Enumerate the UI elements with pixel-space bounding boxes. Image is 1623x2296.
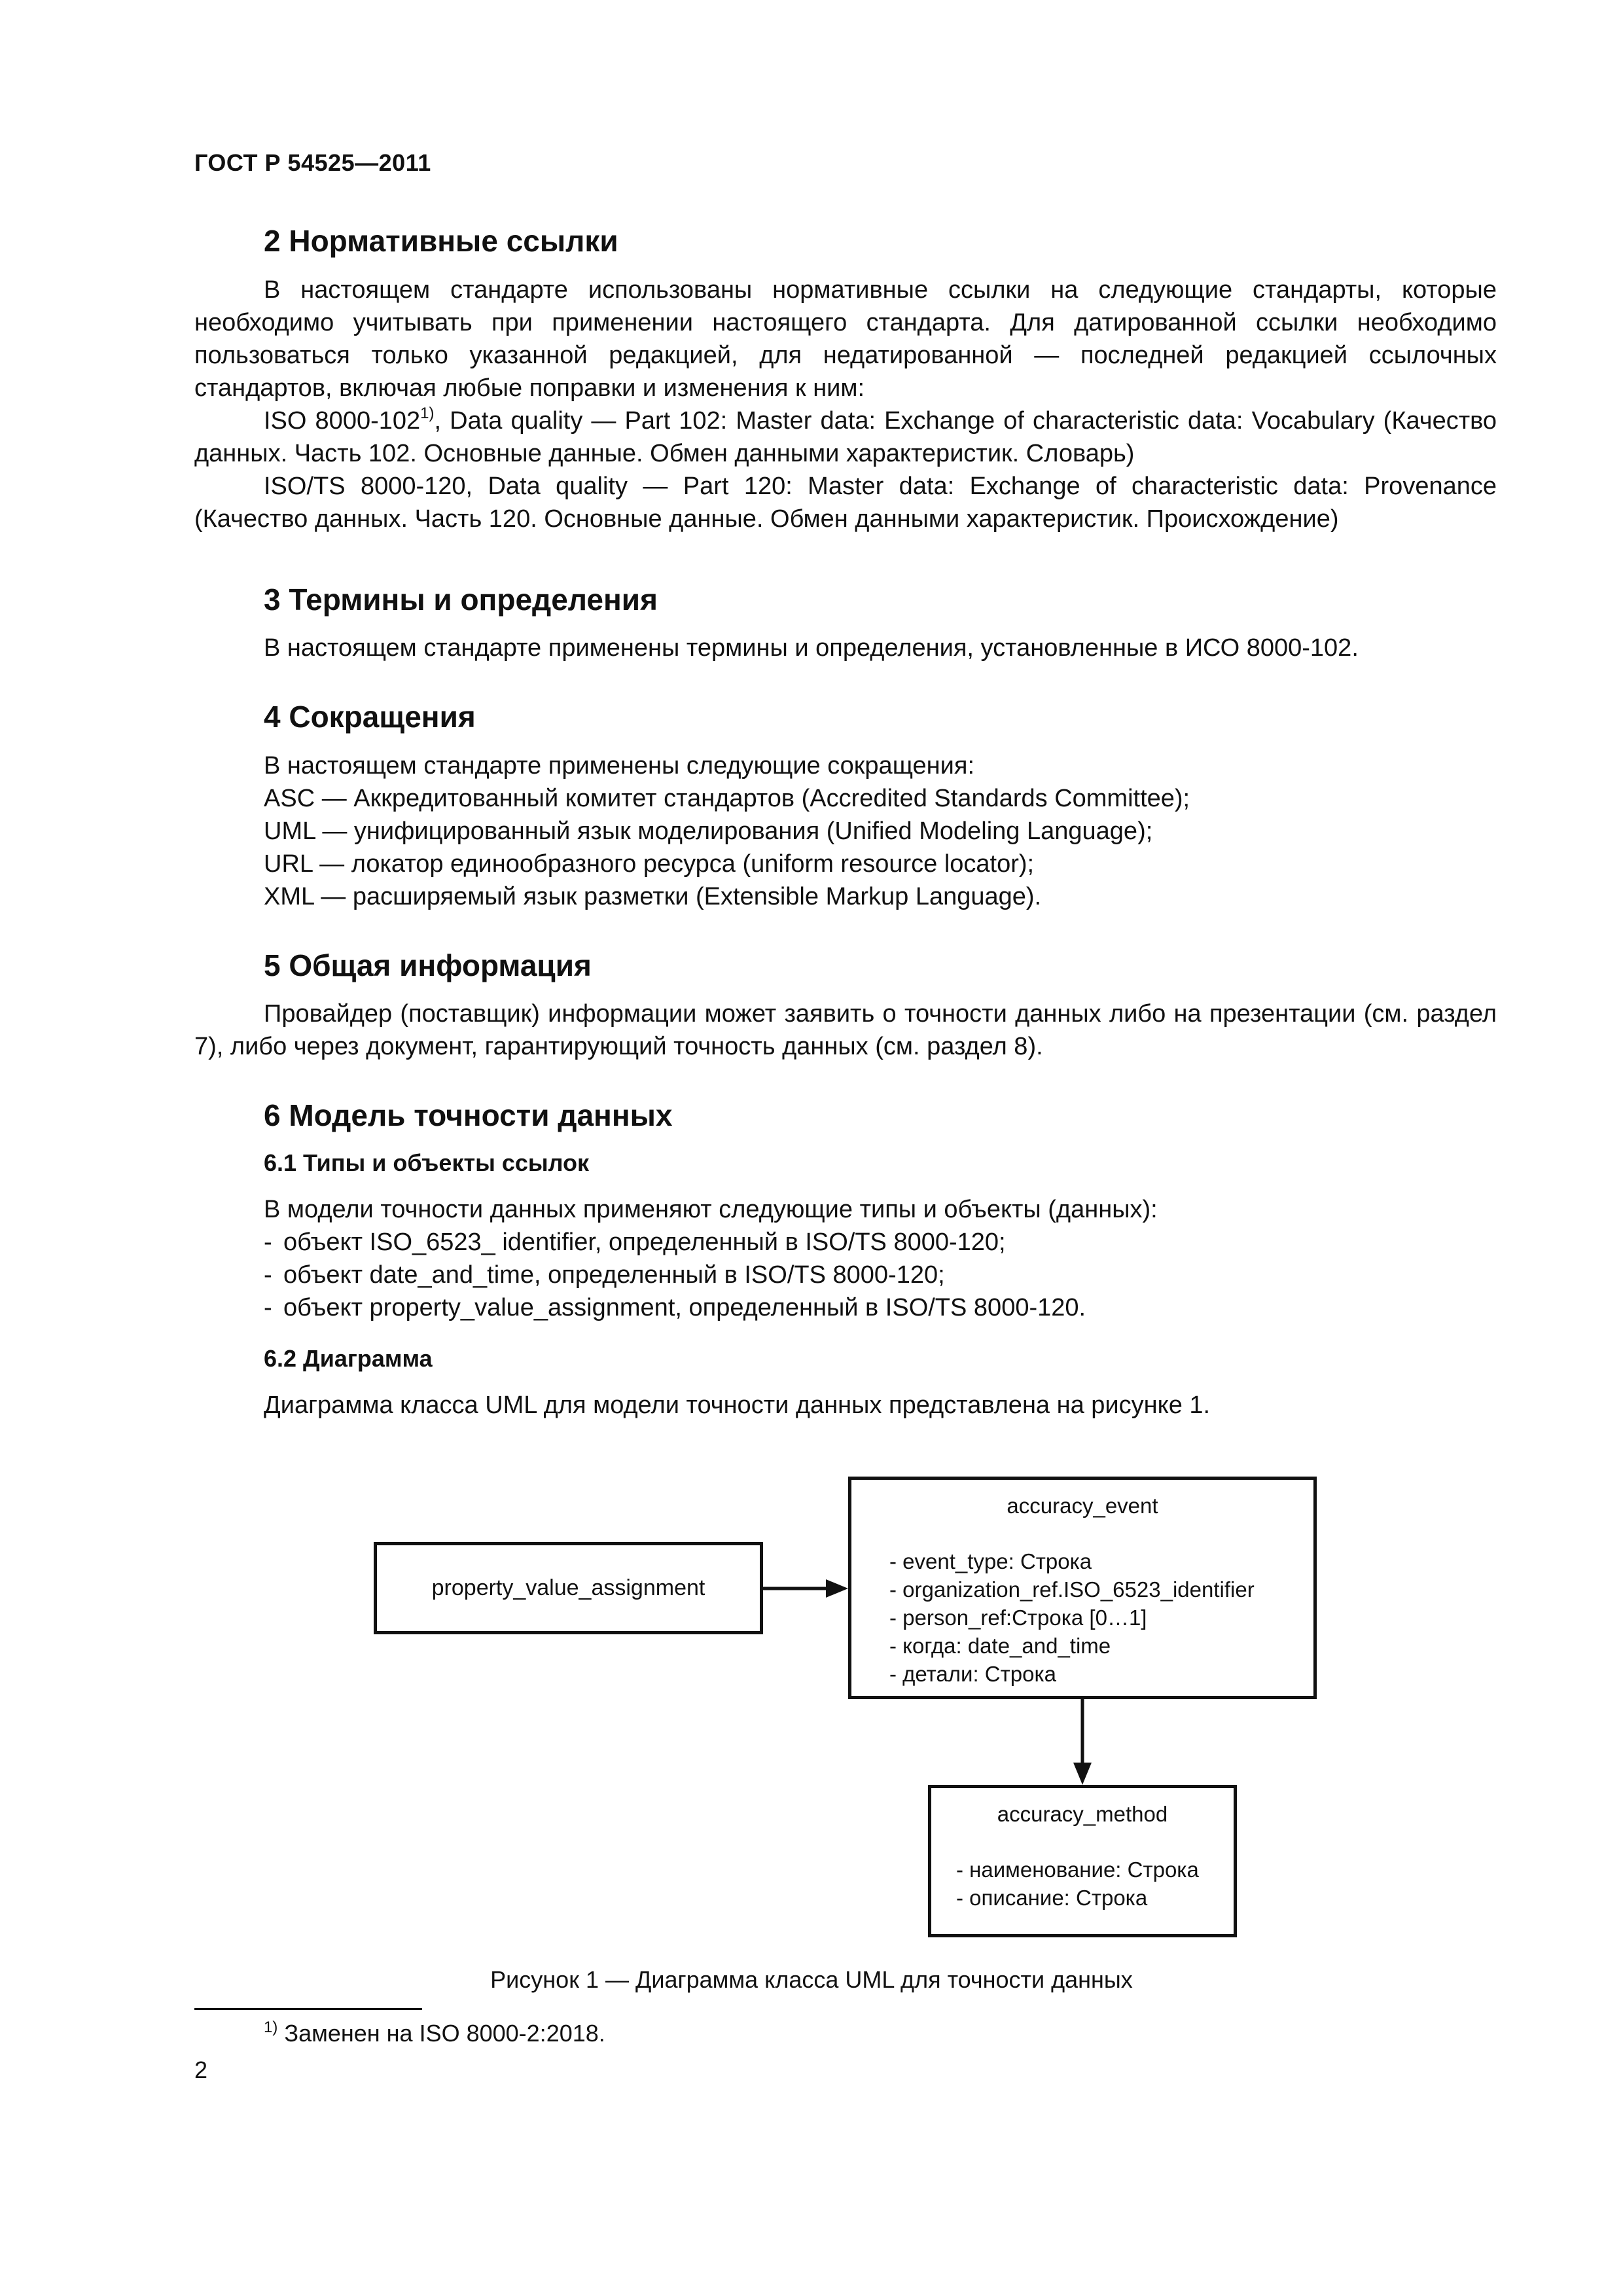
class-attribute: - описание: Строка: [956, 1886, 1148, 1910]
list-item: - объект date_and_time, определенный в ISO/TS 8000-120;: [264, 1261, 945, 1289]
class-name: accuracy_event: [1007, 1494, 1158, 1518]
section-3-text: В настоящем стандарте применены термины и определения, установленные в ИСО 8000-102.: [264, 634, 1359, 662]
ref-1-code: ISO 8000-102: [264, 406, 421, 435]
subsection-6-1-intro: В модели точности данных применяют следующие типы и объекты (данных):: [264, 1195, 1158, 1223]
association-arrow-pva-to-event: [763, 1579, 848, 1598]
section-2-ref-1: [194, 404, 1497, 470]
subsection-6-2-heading: 6.2 Диаграмма: [264, 1344, 433, 1372]
document-header: ГОСТ Р 54525—2011: [194, 149, 431, 176]
footnote-ref-mark: 1): [420, 404, 435, 422]
abbreviation-item: XML — расширяемый язык разметки (Extensible Markup Language).: [264, 882, 1042, 910]
class-attribute: - когда: date_and_time: [889, 1634, 1111, 1658]
association-arrow-event-to-method: [1073, 1699, 1092, 1785]
section-6-heading: 6 Модель точности данных: [264, 1098, 673, 1132]
class-attributes: [851, 1547, 1313, 1688]
list-item: - объект property_value_assignment, определенный в ISO/TS 8000-120.: [264, 1293, 1086, 1321]
class-attributes: [931, 1856, 1234, 1912]
section-2-intro: В настоящем стандарте использованы нормативные ссылки на следующие стандарты, которые необходимо учитывать при применении настоящего стандарта. Для датированной ссылки необходимо пользоваться только указанной редакцией, для недатированной — последней редакцией ссылочных стандартов, включая любые поправки и изменения к ним:: [194, 276, 1497, 402]
section-2-heading: 2 Нормативные ссылки: [264, 224, 618, 258]
footnote-text: Заменен на ISO 8000-2:2018.: [277, 2020, 605, 2047]
class-box-accuracy-event: [848, 1477, 1317, 1699]
class-box-property-value-assignment: [374, 1542, 763, 1634]
class-name: accuracy_method: [997, 1802, 1168, 1826]
class-attribute: - event_type: Строка: [889, 1549, 1092, 1573]
class-attribute: - детали: Строка: [889, 1662, 1056, 1686]
abbreviation-item: UML — унифицированный язык моделирования (Unified Modeling Language);: [264, 817, 1153, 845]
ref-1-text: , Data quality — Part 102: Master data: Exchange of characteristic data: Vocabulary (Качество данных. Часть 102. Основные данные. Обмен данными характеристик. Словарь): [194, 406, 1497, 467]
page-number: 2: [194, 2056, 208, 2083]
class-attribute: - person_ref:Строка [0…1]: [889, 1605, 1147, 1630]
footnote: [264, 2020, 605, 2047]
section-5-heading: 5 Общая информация: [264, 948, 592, 982]
list-item: - объект ISO_6523_ identifier, определенный в ISO/TS 8000-120;: [264, 1228, 1006, 1256]
abbreviation-item: URL — локатор единообразного ресурса (uniform resource locator);: [264, 850, 1035, 878]
section-2-ref-2: ISO/TS 8000-120, Data quality — Part 120: Master data: Exchange of characteristic data: Provenance (Качество данных. Часть 120. Основные данные. Обмен данными характеристик. Происхождение): [194, 472, 1497, 533]
class-name: property_value_assignment: [431, 1575, 705, 1600]
class-box-accuracy-method: [928, 1785, 1237, 1937]
section-5-text: Провайдер (поставщик) информации может заявить о точности данных либо на презентации (см. раздел 7), либо через документ, гарантирующий точность данных (см. раздел 8).: [194, 1000, 1497, 1060]
footnote-mark: 1): [264, 2018, 278, 2036]
document-body: [194, 223, 1497, 1422]
subsection-6-1-heading: 6.1 Типы и объекты ссылок: [264, 1149, 590, 1176]
section-4-intro: В настоящем стандарте применены следующие сокращения:: [264, 751, 975, 780]
subsection-6-2-text: Диаграмма класса UML для модели точности данных представлена на рисунке 1.: [264, 1391, 1211, 1419]
class-attribute: - organization_ref.ISO_6523_identifier: [889, 1577, 1255, 1602]
section-3-heading: 3 Термины и определения: [264, 582, 658, 617]
section-4-heading: 4 Сокращения: [264, 700, 476, 734]
figure-caption: Рисунок 1 — Диаграмма класса UML для точности данных: [490, 1966, 1133, 1993]
footnote-divider: [194, 2008, 422, 2010]
abbreviation-item: ASC — Аккредитованный комитет стандартов (Accredited Standards Committee);: [264, 784, 1190, 812]
class-attribute: - наименование: Строка: [956, 1857, 1199, 1882]
